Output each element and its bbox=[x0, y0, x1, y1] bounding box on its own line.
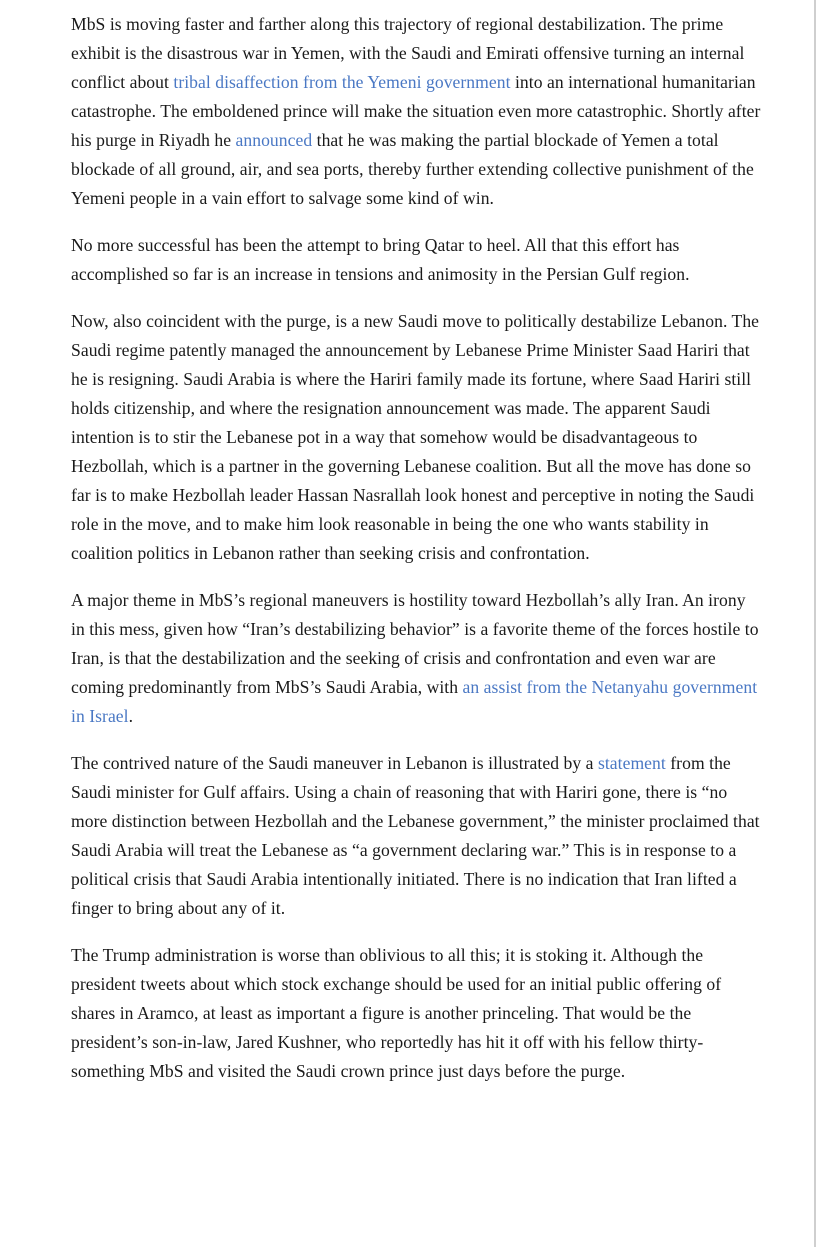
link-statement[interactable]: statement bbox=[597, 753, 666, 773]
text-segment: The Trump administration is worse than oblivious to all this; it is stoking it. Although the president tweets about which stock exchange should be used for an initial public offering of shares in Aramco, at least as important a figure is another princeling. That would be the president’s son-in-law, Jared Kushner, who reportedly has hit it off with his fellow thirty-something MbS and visited the Saudi crown prince just days before the purge. bbox=[71, 945, 722, 1081]
text-segment: MbS is moving faster and farther along this trajectory of regional destabilization. The prime exhibit is the disastrous war in Yemen, with the Saudi and Emirati offensive turning an internal conflict about bbox=[71, 14, 745, 92]
text-segment: No more successful has been the attempt to bring Qatar to heel. All that this effort has accomplished so far is an increase in tensions and animosity in the Persian Gulf region. bbox=[71, 235, 690, 284]
paragraph-saudi-statement bbox=[71, 749, 761, 923]
paragraph-qatar bbox=[71, 231, 761, 289]
text-segment: into an international humanitarian catastrophe. The emboldened prince will make the situation even more catastrophic. Shortly after his purge in Riyadh he bbox=[71, 72, 761, 150]
link-tribal-disaffection[interactable]: tribal disaffection from the Yemeni government bbox=[173, 72, 511, 92]
text-segment: Now, also coincident with the purge, is a new Saudi move to politically destabilize Lebanon. The Saudi regime patently managed the announcement by Lebanese Prime Minister Saad Hariri that he is resigning. Saudi Arabia is where the Hariri family made its fortune, where Saad Hariri still holds citizenship, and where the resignation announcement was made. The apparent Saudi intention is to stir the Lebanese pot in a way that somehow would be disadvantageous to Hezbollah, which is a partner in the governing Lebanese coalition. But all the move has done so far is to make Hezbollah leader Hassan Nasrallah look honest and perceptive in noting the Saudi role in the move, and to make him look reasonable in being the one who wants stability in coalition politics in Lebanon rather than seeking crisis and confrontation. bbox=[71, 311, 760, 563]
text-segment: . bbox=[128, 706, 134, 726]
paragraph-iran bbox=[71, 586, 761, 731]
article-body bbox=[71, 10, 761, 1104]
text-segment: from the Saudi minister for Gulf affairs. Using a chain of reasoning that with Hariri gone, there is “no more distinction between Hezbollah and the Lebanese government,” the minister proclaimed that Saudi Arabia will treat the Lebanese as “a government declaring war.” This is in response to a political crisis that Saudi Arabia intentionally initiated. There is no indication that Iran lifted a finger to bring about any of it. bbox=[71, 753, 760, 918]
paragraph-trump-administration bbox=[71, 941, 761, 1086]
link-announced[interactable]: announced bbox=[235, 130, 313, 150]
paragraph-yemen bbox=[71, 10, 761, 213]
text-segment: The contrived nature of the Saudi maneuver in Lebanon is illustrated by a bbox=[71, 753, 598, 773]
text-segment: A major theme in MbS’s regional maneuvers is hostility toward Hezbollah’s ally Iran. An irony in this mess, given how “Iran’s destabilizing behavior” is a favorite theme of the forces hostile to Iran, is that the destabilization and the seeking of crisis and confrontation and even war are coming predominantly from MbS’s Saudi Arabia, with bbox=[71, 590, 759, 697]
paragraph-lebanon bbox=[71, 307, 761, 568]
link-netanyahu-assist[interactable]: an assist from the Netanyahu government in Israel bbox=[71, 677, 758, 726]
text-segment: that he was making the partial blockade of Yemen a total blockade of all ground, air, and sea ports, thereby further extending collective punishment of the Yemeni people in a vain effort to salvage some kind of win. bbox=[71, 130, 754, 208]
